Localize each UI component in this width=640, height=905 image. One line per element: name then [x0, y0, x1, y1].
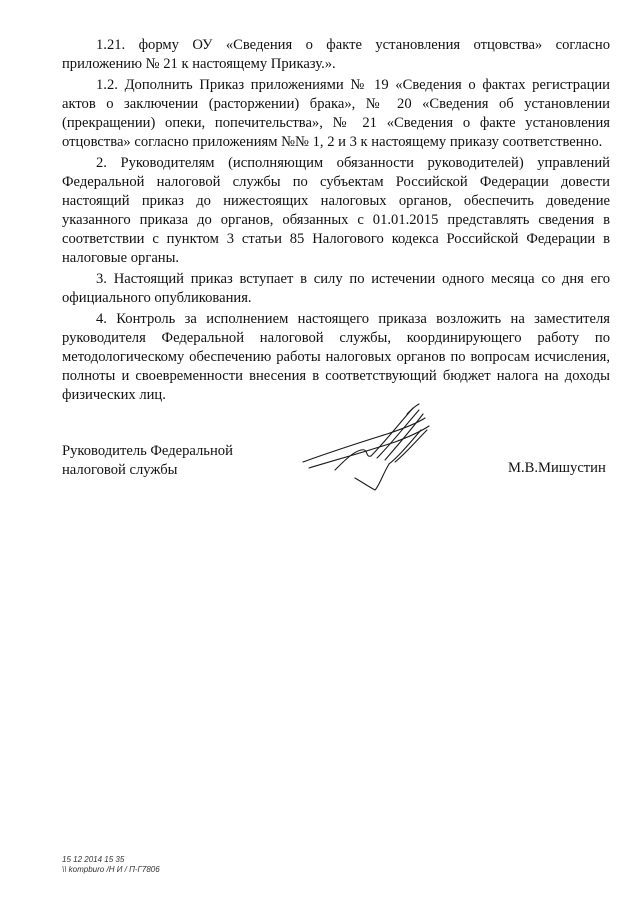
signatory-name: М.В.Мишустин — [508, 460, 606, 476]
signatory-title — [62, 442, 233, 480]
paragraph-2: 2. Руководителям (исполняющим обязанности руководителей) управлений Федеральной налоговой службы по субъектам Российской Федерации довести настоящий приказ до нижестоящих налоговых органов, обеспечить доведение указанного приказа до органов, обязанных с 01.01.2015 представлять сведения в соответствии с пунктом 3 статьи 85 Налогового кодекса Российской Федерации в налоговые органы. — [62, 155, 610, 266]
paragraph-1-2: 1.2. Дополнить Приказ приложениями № 19 «Сведения о фактах регистрации актов о заключении (расторжении) брака», № 20 «Сведения об установлении (прекращении) опеки, попечительства», № 21 «Сведения о факте установления отцовства» согласно приложениям №№ 1, 2 и 3 к настоящему приказу соответственно. — [62, 77, 610, 150]
paragraph-4: 4. Контроль за исполнением настоящего приказа возложить на заместителя руководителя Федеральной налоговой службы, координирующего работу по методологическому обеспечению работы налоговых органов по вопросам исчисления, полноты и своевременности внесения в соответствующий бюджет налога на доходы физических лиц. — [62, 311, 610, 403]
order-text — [62, 36, 610, 407]
handwritten-signature — [295, 400, 445, 495]
signatory-title-line-1: Руководитель Федеральной — [62, 443, 233, 459]
paragraph-1-21: 1.21. форму ОУ «Сведения о факте установления отцовства» согласно приложению № 21 к настоящему Приказу.». — [62, 37, 610, 72]
signatory-title-line-2: налоговой службы — [62, 462, 178, 478]
footer-timestamp: 15 12 2014 15 35 — [62, 855, 125, 864]
footer-file-path: \\ kompburo /Н И / П-Г7806 — [62, 865, 160, 874]
paragraph-3: 3. Настоящий приказ вступает в силу по истечении одного месяца со дня его официального опубликования. — [62, 271, 610, 306]
footer-stamp — [62, 855, 160, 875]
